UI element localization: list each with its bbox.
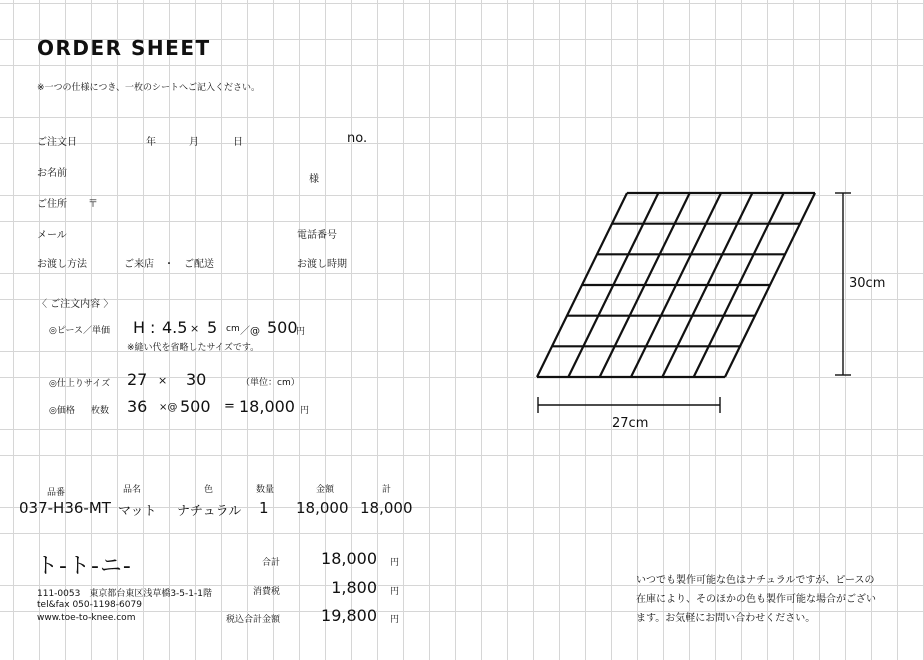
header-code: 品番 (47, 488, 66, 498)
grand-total-value: 19,800 (321, 606, 377, 625)
header-total: 計 (382, 485, 392, 495)
count-label: 枚数 (91, 406, 110, 416)
finished-size-width: 27 (127, 370, 148, 389)
shop-web: www.toe-to-knee.com (37, 613, 136, 623)
shop-address: 111-0053 東京都台東区浅草橋3-5-1-1階 (37, 589, 212, 599)
row-amount: 18,000 (296, 499, 349, 517)
count-value: 36 (127, 397, 148, 416)
phone-label: 電話番号 (297, 230, 337, 241)
grand-total-yen: 円 (390, 615, 400, 625)
message-line-3: ます。お気軽にお問い合わせください。 (636, 613, 816, 624)
tax-label: 消費税 (252, 587, 280, 597)
price-total: 18,000 (239, 397, 295, 416)
row-color: ナチュラル (177, 504, 242, 519)
piece-h: H (133, 318, 146, 337)
honorific-sama: 様 (309, 174, 319, 185)
header-qty: 数量 (256, 485, 275, 495)
mail-label: メール (37, 230, 67, 241)
month-label: 月 (189, 137, 199, 148)
tax-yen: 円 (390, 587, 400, 597)
postal-mark: 〒 (88, 199, 98, 210)
header-name: 品名 (123, 485, 142, 495)
grand-total-label: 税込合計金額 (225, 615, 280, 625)
piece-at: ／@ (240, 326, 260, 337)
piece-colon: : (150, 318, 156, 337)
piece-yen: 円 (296, 327, 306, 337)
subtotal-yen: 円 (390, 558, 400, 568)
day-label: 日 (233, 137, 243, 148)
row-total: 18,000 (360, 499, 413, 517)
address-label: ご住所 (37, 199, 67, 210)
width-label: 27cm (612, 416, 649, 431)
header-color: 色 (204, 485, 214, 495)
piece-note: ※縫い代を省略したサイズです。 (127, 343, 260, 353)
tax-value: 1,800 (331, 578, 377, 597)
message-line-2: 在庫により、そのほかの色も製作可能な場合がござい (636, 594, 876, 605)
order-date-label: ご注文日 (37, 137, 77, 148)
price-unit-value: 500 (180, 397, 211, 416)
page-title: ORDER SHEET (37, 36, 211, 60)
piece-width-value: 4.5 (162, 318, 188, 337)
instruction-note: ※一つの仕様につき、一枚のシートへご記入ください。 (37, 83, 261, 93)
mat-grid (537, 193, 815, 377)
delivery-method-label: お渡し方法 (37, 259, 87, 270)
row-qty: 1 (259, 499, 269, 517)
subtotal-value: 18,000 (321, 549, 377, 568)
shop-logo: ト-ト-ニ- (36, 554, 132, 579)
piece-unit: cm (226, 324, 240, 334)
price-label: ◎価格 (49, 406, 75, 416)
subtotal-label: 合計 (261, 558, 280, 568)
piece-price: 500 (267, 318, 298, 337)
order-number-label: no. (347, 131, 368, 146)
finished-size-times: × (158, 374, 168, 387)
finished-size-label: ◎仕上りサイズ (49, 379, 111, 389)
price-at: ×@ (159, 402, 178, 413)
piece-times: × (190, 322, 200, 335)
delivery-time-label: お渡し時期 (297, 259, 347, 270)
price-equals: = (224, 399, 235, 414)
order-section-label: 〈 ご注文内容 〉 (37, 299, 114, 310)
row-name: マット (118, 504, 157, 519)
height-label: 30cm (849, 276, 886, 291)
header-amount: 金額 (316, 485, 335, 495)
price-yen: 円 (300, 406, 310, 416)
delivery-method-value: ご来店 ・ ご配送 (124, 259, 214, 270)
shop-tel: tel&fax 050-1198-6079 (37, 600, 142, 610)
mat-diagram (520, 180, 920, 440)
piece-height-value: 5 (207, 318, 218, 337)
message-line-1: いつでも製作可能な色はナチュラルですが、ピースの (636, 575, 875, 586)
row-code: 037-H36-MT (19, 499, 111, 517)
piece-label: ◎ピース／単価 (49, 326, 111, 336)
year-label: 年 (146, 137, 156, 148)
finished-size-height: 30 (186, 370, 207, 389)
name-label: お名前 (37, 168, 67, 179)
finished-size-unit: （単位：cm） (241, 378, 300, 388)
